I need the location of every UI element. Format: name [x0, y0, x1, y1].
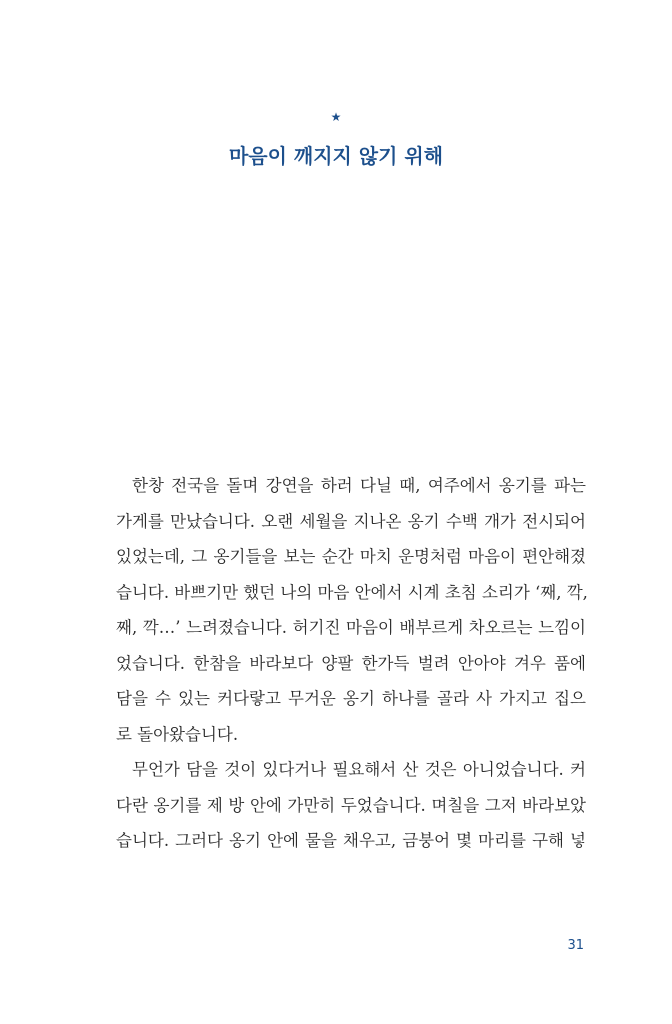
text-line: 었습니다. 한참을 바라보다 양팔 한가득 벌려 안아야 겨우 품에 — [116, 653, 586, 673]
body-text — [116, 468, 586, 859]
text-line: 습니다. 바쁘기만 했던 나의 마음 안에서 시계 초침 소리가 ‘째, 깍, — [116, 582, 588, 602]
chapter-title: 마음이 깨지지 않기 위해 — [228, 144, 444, 168]
text-line: 담을 수 있는 커다랗고 무거운 옹기 하나를 골라 사 가지고 집으 — [116, 689, 586, 708]
text-line: 한창 전국을 돌며 강연을 하러 다닐 때, 여주에서 옹기를 파는 — [132, 476, 586, 495]
text-line: 습니다. 그러다 옹기 안에 물을 채우고, 금붕어 몇 마리를 구해 넣 — [116, 831, 586, 850]
text-line: 째, 깍…’ 느려졌습니다. 허기진 마음이 배부르게 차오르는 느낌이 — [116, 618, 586, 637]
text-line: 무언가 담을 것이 있다거나 필요해서 산 것은 아니었습니다. 커 — [132, 760, 586, 779]
page-number: 31 — [567, 938, 584, 953]
text-line: 로 돌아왔습니다. — [116, 724, 239, 744]
text-line: 있었는데, 그 옹기들을 보는 순간 마치 운명처럼 마음이 편안해졌 — [116, 547, 586, 566]
text-line: 다란 옹기를 제 방 안에 가만히 두었습니다. 며칠을 그저 바라보았 — [116, 795, 586, 815]
text-line: 가게를 만났습니다. 오랜 세월을 지나온 옹기 수백 개가 전시되어 — [116, 511, 586, 531]
star-ornament-icon: ★ — [330, 110, 342, 124]
